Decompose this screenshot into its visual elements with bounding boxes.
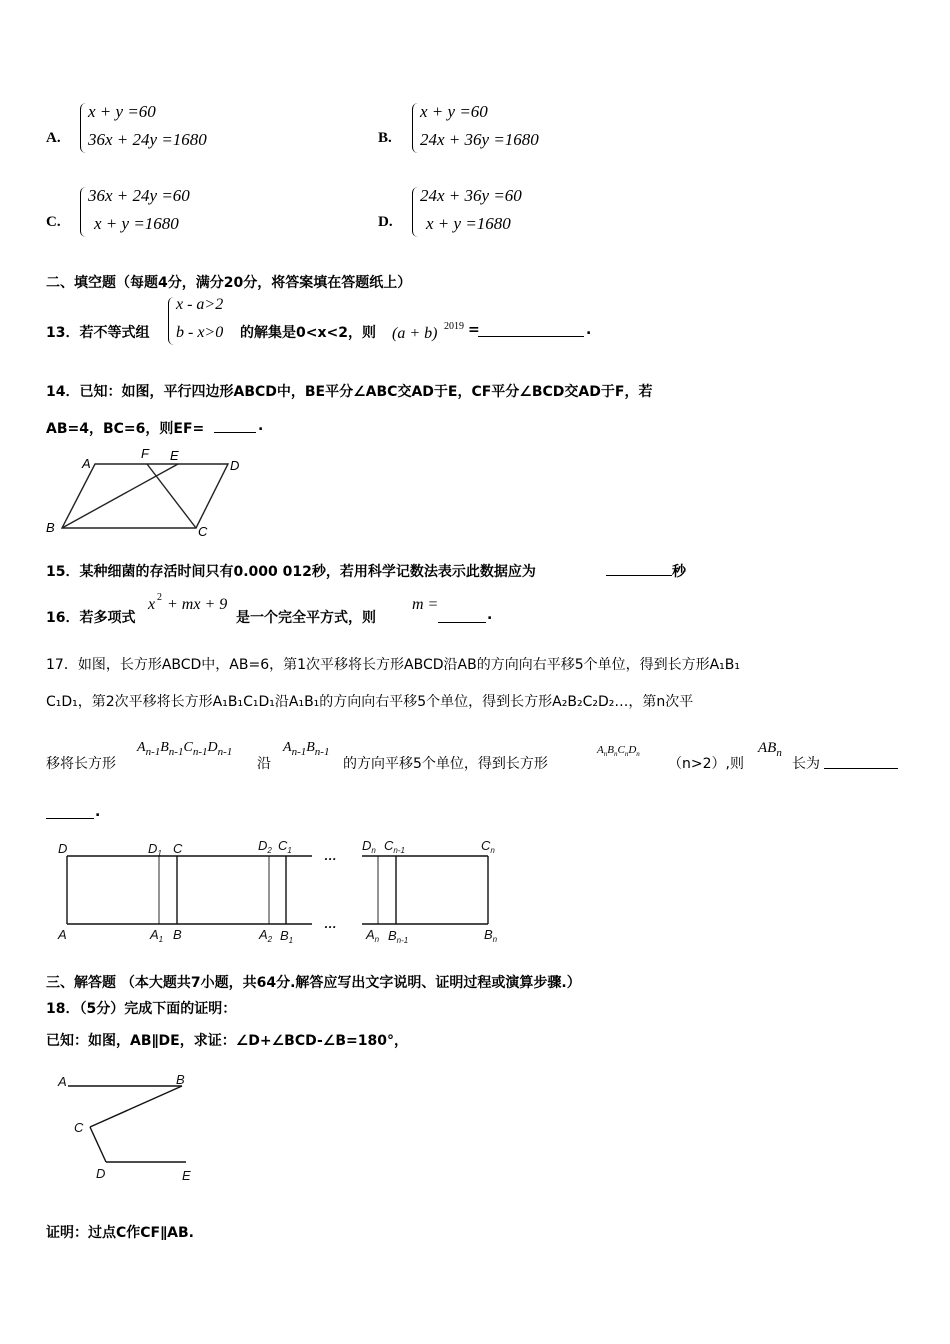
segment-be bbox=[62, 464, 178, 528]
label-d: D bbox=[96, 1166, 106, 1181]
label-an: $A_n$ bbox=[366, 927, 380, 944]
q14-parallelogram-figure bbox=[40, 444, 250, 540]
parallelogram-abcd bbox=[62, 464, 228, 528]
q18-figure bbox=[46, 1066, 216, 1186]
q14-answer-blank bbox=[214, 432, 256, 433]
label-cn: $C_n$ bbox=[481, 838, 495, 855]
label-b: B bbox=[173, 927, 182, 942]
label-dn: $D_n$ bbox=[362, 838, 376, 855]
brace-c bbox=[80, 187, 87, 237]
q17-line3-b: 沿 bbox=[257, 756, 271, 772]
q13-expr: (a + b) bbox=[392, 325, 438, 342]
label-c: C bbox=[74, 1120, 84, 1135]
q17-side-name: $A_{n-1}B_{n-1}$ bbox=[283, 740, 330, 758]
q13-brace bbox=[168, 297, 175, 345]
q13-exponent: 2019 bbox=[444, 321, 464, 332]
label-d1: $D_1$ bbox=[148, 841, 162, 858]
brace-b bbox=[412, 103, 419, 153]
brace-a bbox=[80, 103, 87, 153]
q16-poly-exp: 2 bbox=[157, 592, 162, 603]
label-c: C bbox=[173, 841, 183, 856]
q16-poly-rest: + mx + 9 bbox=[167, 596, 228, 613]
label-bn-1: $B_{n-1}$ bbox=[388, 928, 409, 945]
label-e: E bbox=[182, 1168, 191, 1183]
q17-line3-c: 的方向平移5个单位，得到长方形 bbox=[343, 756, 548, 772]
label-cn-1: $C_{n-1}$ bbox=[384, 838, 405, 855]
q17-rectangles-figure bbox=[40, 832, 520, 948]
q17-rect-name-1: $A_{n-1}B_{n-1}C_{n-1}D_{n-1}$ bbox=[137, 740, 233, 758]
segment-cd bbox=[90, 1127, 106, 1162]
label-b: B bbox=[46, 520, 55, 535]
option-a-eq2: 36x + 24y =1680 bbox=[88, 130, 207, 149]
q17-rect-name-n: $A_nB_nC_nD_n$ bbox=[597, 744, 640, 759]
q17-line1: 17．如图，长方形ABCD中，AB=6，第1次平移将长方形ABCD沿AB的方向向右平移5个单位，得到长方形A₁B₁ bbox=[46, 657, 741, 673]
label-f: F bbox=[141, 446, 149, 461]
section-3-heading: 三、解答题 （本大题共7小题，共64分.解答应写出文字说明、证明过程或演算步骤.） bbox=[46, 975, 581, 991]
q18-given: 已知：如图，AB∥DE，求证：∠D+∠BCD-∠B=180°， bbox=[46, 1033, 408, 1049]
label-b1: $B_1$ bbox=[280, 928, 294, 945]
label-c: C bbox=[198, 524, 208, 539]
q13-ineq1: x - a>2 bbox=[176, 296, 224, 313]
label-e: E bbox=[170, 448, 179, 463]
label-a: A bbox=[58, 1074, 67, 1089]
q17-answer-blank-1 bbox=[824, 768, 898, 769]
q13-equals: = bbox=[468, 322, 480, 338]
q14-line2: AB=4，BC=6，则EF= bbox=[46, 421, 205, 437]
option-b-eq1: x + y =60 bbox=[420, 102, 488, 121]
option-a-label: A. bbox=[46, 130, 61, 146]
q16-m: m = bbox=[412, 596, 439, 613]
q16-answer-blank bbox=[438, 622, 486, 623]
q17-line3-e: 长为 bbox=[792, 756, 820, 772]
option-a-eq1: x + y =60 bbox=[88, 102, 156, 121]
segment-bc bbox=[90, 1086, 182, 1127]
label-b: B bbox=[176, 1072, 185, 1087]
q17-line2: C₁D₁，第2次平移将长方形A₁B₁C₁D₁沿A₁B₁的方向向右平移5个单位，得到长方形A₂B₂C₂D₂…，第n次平 bbox=[46, 694, 694, 710]
label-bn: $B_n$ bbox=[484, 927, 498, 944]
label-d: D bbox=[58, 841, 68, 856]
q15-text: 15．某种细菌的存活时间只有0.000 012秒，若用科学记数法表示此数据应为 bbox=[46, 564, 536, 580]
q16-prefix: 16．若多项式 bbox=[46, 610, 136, 626]
q13-prefix: 13．若不等式组 bbox=[46, 325, 150, 341]
label-a: A bbox=[58, 927, 67, 942]
q13-middle: 的解集是0<x<2，则 bbox=[240, 325, 376, 341]
dots-bottom: … bbox=[324, 916, 337, 931]
segment-cf bbox=[147, 464, 196, 528]
section-2-heading: 二、填空题（每题4分，满分20分，将答案填在答题纸上） bbox=[46, 275, 412, 291]
option-d-eq1: 24x + 36y =60 bbox=[420, 186, 522, 205]
q17-abn: $AB_n$ bbox=[758, 740, 782, 759]
q13-ineq2: b - x>0 bbox=[176, 324, 224, 341]
q15-unit: 秒 bbox=[672, 564, 686, 580]
label-d2: $D_2$ bbox=[258, 838, 272, 855]
option-c-eq1: 36x + 24y =60 bbox=[88, 186, 190, 205]
label-a1: $A_1$ bbox=[150, 927, 164, 944]
option-c-eq2: x + y =1680 bbox=[94, 214, 179, 233]
option-b-eq2: 24x + 36y =1680 bbox=[420, 130, 539, 149]
label-c1: $C_1$ bbox=[278, 838, 292, 855]
q14-end: . bbox=[258, 418, 264, 434]
q16-end: . bbox=[487, 607, 493, 623]
label-a: A bbox=[82, 456, 91, 471]
q18-title: 18．（5分）完成下面的证明： bbox=[46, 1001, 237, 1017]
q16-middle: 是一个完全平方式，则 bbox=[236, 610, 376, 626]
q14-line1: 14．已知：如图，平行四边形ABCD中，BE平分∠ABC交AD于E，CF平分∠BCD交AD于F，若 bbox=[46, 384, 653, 400]
dots-top: … bbox=[324, 848, 337, 863]
option-b-label: B. bbox=[378, 130, 392, 146]
q18-proof: 证明：过点C作CF∥AB. bbox=[46, 1225, 194, 1241]
q15-answer-blank bbox=[606, 575, 672, 576]
q13-answer-blank bbox=[478, 336, 584, 337]
q13-period: . bbox=[586, 322, 592, 338]
q17-line3-d: （n>2）,则 bbox=[668, 756, 744, 772]
brace-d bbox=[412, 187, 419, 237]
option-d-eq2: x + y =1680 bbox=[426, 214, 511, 233]
option-d-label: D. bbox=[378, 214, 393, 230]
label-a2: $A_2$ bbox=[259, 927, 273, 944]
label-d: D bbox=[230, 458, 240, 473]
q17-answer-blank-2 bbox=[46, 818, 94, 819]
q17-end: . bbox=[95, 804, 101, 820]
option-c-label: C. bbox=[46, 214, 61, 230]
q17-line3-a: 移将长方形 bbox=[46, 756, 116, 772]
q16-poly-x: x bbox=[148, 596, 156, 613]
